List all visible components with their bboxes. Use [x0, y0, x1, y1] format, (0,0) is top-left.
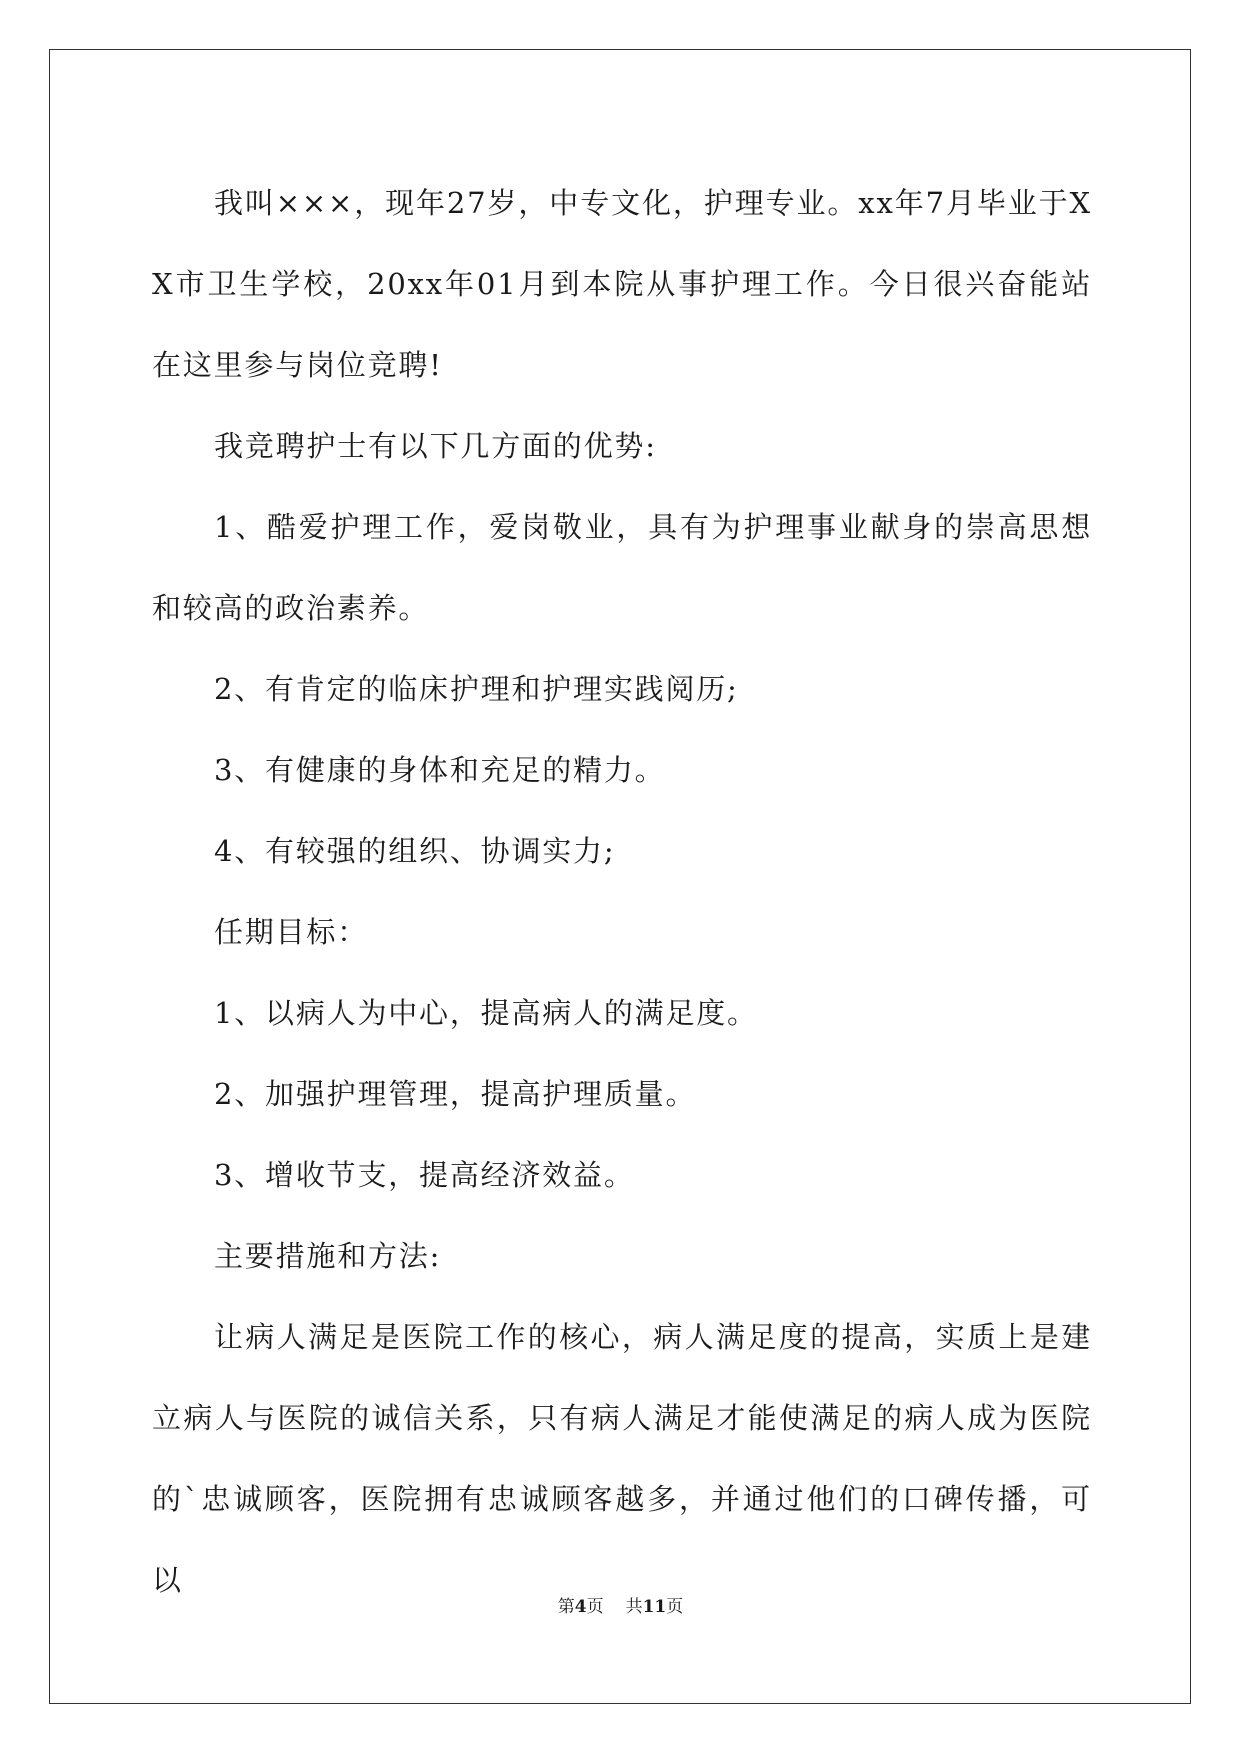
total-pages: 11	[642, 1597, 667, 1617]
paragraph-intro: 我叫×××，现年27岁，中专文化，护理专业。xx年7月毕业于XX市卫生学校，20xx年01月到本院从事护理工作。今日很兴奋能站在这里参与岗位竞聘!	[152, 186, 1092, 382]
paragraph-advantages-heading: 我竞聘护士有以下几方面的优势:	[214, 429, 657, 463]
paragraph-measures-heading: 主要措施和方法:	[214, 1239, 442, 1273]
total-suffix: 页	[666, 1597, 684, 1617]
page-prefix: 第	[557, 1597, 575, 1617]
page-number: 4	[574, 1597, 587, 1617]
paragraph-advantage-2: 2、有肯定的临床护理和护理实践阅历;	[214, 672, 739, 706]
paragraph-measures-body: 让病人满足是医院工作的核心，病人满足度的提高，实质上是建立病人与医院的诚信关系，只有病人满足才能使满足的病人成为医院的`忠诚顾客，医院拥有忠诚顾客越多，并通过他们的口碑传播，可以	[152, 1320, 1092, 1597]
page-suffix: 页	[586, 1597, 604, 1617]
paragraph-advantage-3: 3、有健康的身体和充足的精力。	[214, 753, 666, 787]
total-prefix: 共	[625, 1597, 643, 1617]
paragraph-advantage-1: 1、酷爱护理工作，爱岗敬业，具有为护理事业献身的崇高思想和较高的政治素养。	[152, 510, 1092, 625]
page-footer	[0, 1592, 1241, 1617]
document-body	[152, 163, 1092, 1621]
paragraph-goals-heading: 任期目标：	[214, 915, 369, 949]
paragraph-goal-3: 3、增收节支，提高经济效益。	[214, 1158, 635, 1192]
paragraph-goal-1: 1、以病人为中心，提高病人的满足度。	[214, 996, 758, 1030]
paragraph-goal-2: 2、加强护理管理，提高护理质量。	[214, 1077, 697, 1111]
paragraph-advantage-4: 4、有较强的组织、协调实力;	[214, 834, 616, 868]
